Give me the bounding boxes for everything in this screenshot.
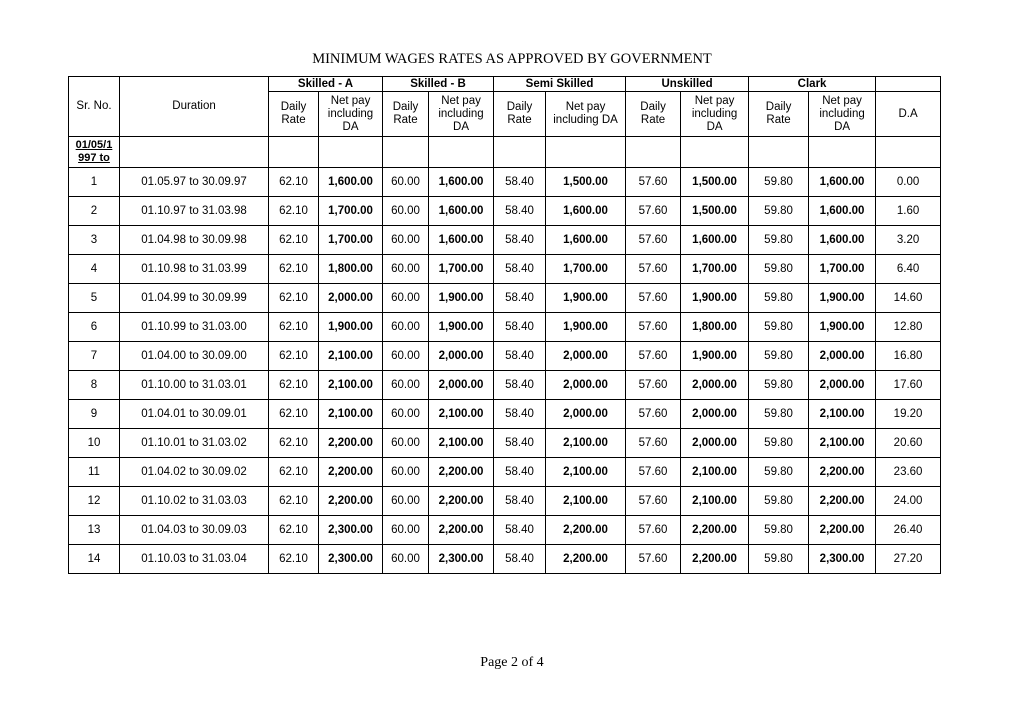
table-row [69,516,941,545]
semi-skilled-daily-rate: 58.40 [494,313,546,342]
clark-daily-rate: 59.80 [749,429,809,458]
duration-cell: 01.10.03 to 31.03.04 [120,545,269,574]
skilled-b-net-pay: 2,300.00 [429,545,494,574]
duration-cell: 01.04.02 to 30.09.02 [120,458,269,487]
skilled-a-daily-rate: 62.10 [269,429,319,458]
skilled-b-net-pay: 2,200.00 [429,487,494,516]
duration-cell: 01.04.98 to 30.09.98 [120,226,269,255]
semi-skilled-net-pay: 1,900.00 [546,313,626,342]
unskilled-net-pay: 2,200.00 [681,545,749,574]
skilled-a-daily-rate: 62.10 [269,313,319,342]
clark-daily-rate: 59.80 [749,284,809,313]
semi-skilled-net-pay: 1,500.00 [546,168,626,197]
sr-no-cell: 6 [69,313,120,342]
unskilled-daily-rate: 57.60 [626,226,681,255]
daily-rate-header: Daily Rate [749,92,809,137]
semi-skilled-daily-rate: 58.40 [494,400,546,429]
sr-no-cell: 4 [69,255,120,284]
skilled-b-net-pay: 1,900.00 [429,284,494,313]
clark-daily-rate: 59.80 [749,313,809,342]
skilled-a-net-pay: 2,100.00 [319,400,383,429]
semi-skilled-net-pay: 2,000.00 [546,371,626,400]
skilled-b-daily-rate: 60.00 [383,226,429,255]
clark-net-pay: 2,200.00 [809,458,876,487]
net-pay-header: Net pay including DA [319,92,383,137]
table-row [69,168,941,197]
da-cell: 19.20 [876,400,941,429]
unskilled-net-pay: 1,600.00 [681,226,749,255]
skilled-b-daily-rate: 60.00 [383,342,429,371]
skilled-a-daily-rate: 62.10 [269,226,319,255]
clark-daily-rate: 59.80 [749,458,809,487]
da-cell: 23.60 [876,458,941,487]
net-pay-header: Net pay including DA [546,92,626,137]
clark-net-pay: 2,100.00 [809,400,876,429]
sr-no-header: Sr. No. [69,77,120,137]
skilled-a-net-pay: 2,200.00 [319,487,383,516]
skilled-b-net-pay: 2,100.00 [429,400,494,429]
semi-skilled-net-pay: 1,600.00 [546,197,626,226]
unskilled-daily-rate: 57.60 [626,516,681,545]
skilled-b-net-pay: 1,900.00 [429,313,494,342]
semi-skilled-net-pay: 2,000.00 [546,400,626,429]
table-row [69,255,941,284]
semi-skilled-net-pay: 1,900.00 [546,284,626,313]
da-cell: 3.20 [876,226,941,255]
group-header-semi-skilled: Semi Skilled [494,77,626,92]
clark-net-pay: 2,000.00 [809,342,876,371]
daily-rate-header: Daily Rate [626,92,681,137]
table-row [69,226,941,255]
skilled-a-daily-rate: 62.10 [269,197,319,226]
semi-skilled-daily-rate: 58.40 [494,255,546,284]
group-header-unskilled: Unskilled [626,77,749,92]
net-pay-header: Net pay including DA [681,92,749,137]
duration-cell: 01.04.00 to 30.09.00 [120,342,269,371]
duration-cell: 01.04.01 to 30.09.01 [120,400,269,429]
skilled-a-daily-rate: 62.10 [269,458,319,487]
clark-net-pay: 2,200.00 [809,487,876,516]
clark-net-pay: 2,100.00 [809,429,876,458]
skilled-b-net-pay: 2,100.00 [429,429,494,458]
semi-skilled-daily-rate: 58.40 [494,168,546,197]
clark-daily-rate: 59.80 [749,197,809,226]
skilled-b-daily-rate: 60.00 [383,458,429,487]
skilled-b-net-pay: 1,600.00 [429,197,494,226]
table-row [69,197,941,226]
duration-cell: 01.10.98 to 31.03.99 [120,255,269,284]
skilled-b-daily-rate: 60.00 [383,371,429,400]
clark-net-pay: 2,300.00 [809,545,876,574]
unskilled-daily-rate: 57.60 [626,429,681,458]
semi-skilled-daily-rate: 58.40 [494,516,546,545]
table-row [69,371,941,400]
skilled-a-net-pay: 2,300.00 [319,545,383,574]
unskilled-net-pay: 2,000.00 [681,400,749,429]
page-number: Page 2 of 4 [480,655,544,670]
wages-table [68,76,941,574]
da-cell: 24.00 [876,487,941,516]
unskilled-net-pay: 1,800.00 [681,313,749,342]
skilled-b-daily-rate: 60.00 [383,429,429,458]
skilled-a-daily-rate: 62.10 [269,545,319,574]
skilled-b-net-pay: 2,000.00 [429,371,494,400]
semi-skilled-daily-rate: 58.40 [494,458,546,487]
skilled-a-daily-rate: 62.10 [269,255,319,284]
unskilled-net-pay: 1,500.00 [681,168,749,197]
duration-cell: 01.10.01 to 31.03.02 [120,429,269,458]
semi-skilled-net-pay: 2,200.00 [546,516,626,545]
semi-skilled-daily-rate: 58.40 [494,487,546,516]
semi-skilled-daily-rate: 58.40 [494,197,546,226]
da-cell: 26.40 [876,516,941,545]
sr-no-cell: 8 [69,371,120,400]
semi-skilled-net-pay: 1,700.00 [546,255,626,284]
da-cell: 0.00 [876,168,941,197]
sr-no-cell: 5 [69,284,120,313]
duration-cell: 01.10.02 to 31.03.03 [120,487,269,516]
clark-daily-rate: 59.80 [749,400,809,429]
da-cell: 17.60 [876,371,941,400]
skilled-a-daily-rate: 62.10 [269,168,319,197]
skilled-b-net-pay: 2,000.00 [429,342,494,371]
skilled-b-net-pay: 1,600.00 [429,226,494,255]
skilled-b-daily-rate: 60.00 [383,197,429,226]
unskilled-daily-rate: 57.60 [626,487,681,516]
sr-no-cell: 1 [69,168,120,197]
skilled-a-net-pay: 2,300.00 [319,516,383,545]
net-pay-header: Net pay including DA [429,92,494,137]
clark-net-pay: 1,600.00 [809,168,876,197]
unskilled-daily-rate: 57.60 [626,400,681,429]
skilled-a-net-pay: 1,700.00 [319,226,383,255]
daily-rate-header: Daily Rate [269,92,319,137]
da-cell: 27.20 [876,545,941,574]
semi-skilled-daily-rate: 58.40 [494,429,546,458]
da-cell: 14.60 [876,284,941,313]
unskilled-net-pay: 2,200.00 [681,516,749,545]
clark-daily-rate: 59.80 [749,255,809,284]
sr-no-cell: 2 [69,197,120,226]
skilled-a-daily-rate: 62.10 [269,400,319,429]
skilled-b-net-pay: 1,600.00 [429,168,494,197]
unskilled-net-pay: 1,700.00 [681,255,749,284]
skilled-b-daily-rate: 60.00 [383,487,429,516]
table-row [69,400,941,429]
clark-daily-rate: 59.80 [749,342,809,371]
semi-skilled-daily-rate: 58.40 [494,342,546,371]
sr-no-cell: 3 [69,226,120,255]
unskilled-net-pay: 2,000.00 [681,429,749,458]
clark-net-pay: 1,900.00 [809,313,876,342]
sr-no-cell: 13 [69,516,120,545]
period-row [69,137,941,168]
semi-skilled-daily-rate: 58.40 [494,226,546,255]
duration-cell: 01.10.00 to 31.03.01 [120,371,269,400]
table-row [69,487,941,516]
skilled-b-daily-rate: 60.00 [383,313,429,342]
semi-skilled-net-pay: 2,000.00 [546,342,626,371]
skilled-a-net-pay: 2,100.00 [319,342,383,371]
semi-skilled-net-pay: 2,100.00 [546,487,626,516]
sr-no-cell: 11 [69,458,120,487]
skilled-b-daily-rate: 60.00 [383,545,429,574]
da-cell: 6.40 [876,255,941,284]
daily-rate-header: Daily Rate [494,92,546,137]
unskilled-daily-rate: 57.60 [626,284,681,313]
group-header-skilled-a: Skilled - A [269,77,383,92]
semi-skilled-net-pay: 1,600.00 [546,226,626,255]
unskilled-daily-rate: 57.60 [626,371,681,400]
skilled-a-net-pay: 2,200.00 [319,429,383,458]
duration-cell: 01.10.99 to 31.03.00 [120,313,269,342]
page-title: MINIMUM WAGES RATES AS APPROVED BY GOVERNMENT [312,51,712,67]
skilled-a-net-pay: 1,600.00 [319,168,383,197]
unskilled-daily-rate: 57.60 [626,197,681,226]
unskilled-net-pay: 1,900.00 [681,342,749,371]
skilled-b-net-pay: 2,200.00 [429,458,494,487]
clark-net-pay: 2,200.00 [809,516,876,545]
skilled-b-daily-rate: 60.00 [383,255,429,284]
table-row [69,458,941,487]
group-header-clark: Clark [749,77,876,92]
semi-skilled-net-pay: 2,200.00 [546,545,626,574]
semi-skilled-net-pay: 2,100.00 [546,429,626,458]
semi-skilled-daily-rate: 58.40 [494,545,546,574]
clark-daily-rate: 59.80 [749,226,809,255]
unskilled-net-pay: 1,900.00 [681,284,749,313]
period-label: 01/05/1 997 to [69,137,120,168]
sr-no-cell: 10 [69,429,120,458]
da-header: D.A [876,92,941,137]
skilled-b-net-pay: 2,200.00 [429,516,494,545]
daily-rate-header: Daily Rate [383,92,429,137]
skilled-a-net-pay: 2,000.00 [319,284,383,313]
unskilled-daily-rate: 57.60 [626,342,681,371]
table-row [69,313,941,342]
skilled-a-net-pay: 1,700.00 [319,197,383,226]
unskilled-net-pay: 1,500.00 [681,197,749,226]
clark-net-pay: 1,700.00 [809,255,876,284]
clark-daily-rate: 59.80 [749,545,809,574]
da-cell: 16.80 [876,342,941,371]
unskilled-net-pay: 2,100.00 [681,458,749,487]
skilled-b-daily-rate: 60.00 [383,284,429,313]
clark-net-pay: 1,900.00 [809,284,876,313]
table-row [69,545,941,574]
duration-header: Duration [120,77,269,137]
duration-cell: 01.04.03 to 30.09.03 [120,516,269,545]
duration-cell: 01.10.97 to 31.03.98 [120,197,269,226]
table-row [69,284,941,313]
skilled-a-daily-rate: 62.10 [269,371,319,400]
semi-skilled-net-pay: 2,100.00 [546,458,626,487]
unskilled-daily-rate: 57.60 [626,545,681,574]
sr-no-cell: 9 [69,400,120,429]
unskilled-daily-rate: 57.60 [626,168,681,197]
da-cell: 1.60 [876,197,941,226]
skilled-a-daily-rate: 62.10 [269,342,319,371]
da-cell: 12.80 [876,313,941,342]
net-pay-header: Net pay including DA [809,92,876,137]
da-cell: 20.60 [876,429,941,458]
skilled-b-net-pay: 1,700.00 [429,255,494,284]
unskilled-daily-rate: 57.60 [626,458,681,487]
clark-net-pay: 1,600.00 [809,226,876,255]
table-row [69,342,941,371]
group-header-row [69,77,941,92]
clark-net-pay: 1,600.00 [809,197,876,226]
duration-cell: 01.04.99 to 30.09.99 [120,284,269,313]
clark-daily-rate: 59.80 [749,487,809,516]
unskilled-net-pay: 2,000.00 [681,371,749,400]
skilled-b-daily-rate: 60.00 [383,400,429,429]
skilled-b-daily-rate: 60.00 [383,168,429,197]
clark-daily-rate: 59.80 [749,371,809,400]
clark-daily-rate: 59.80 [749,516,809,545]
table-row [69,429,941,458]
group-header-skilled-b: Skilled - B [383,77,494,92]
clark-net-pay: 2,000.00 [809,371,876,400]
skilled-a-daily-rate: 62.10 [269,487,319,516]
group-header-empty [876,77,941,92]
sr-no-cell: 14 [69,545,120,574]
skilled-a-daily-rate: 62.10 [269,284,319,313]
semi-skilled-daily-rate: 58.40 [494,284,546,313]
skilled-a-daily-rate: 62.10 [269,516,319,545]
sr-no-cell: 7 [69,342,120,371]
unskilled-daily-rate: 57.60 [626,313,681,342]
semi-skilled-daily-rate: 58.40 [494,371,546,400]
unskilled-daily-rate: 57.60 [626,255,681,284]
sr-no-cell: 12 [69,487,120,516]
skilled-a-net-pay: 1,800.00 [319,255,383,284]
table-body [69,168,941,574]
clark-daily-rate: 59.80 [749,168,809,197]
skilled-a-net-pay: 1,900.00 [319,313,383,342]
skilled-a-net-pay: 2,200.00 [319,458,383,487]
skilled-a-net-pay: 2,100.00 [319,371,383,400]
unskilled-net-pay: 2,100.00 [681,487,749,516]
skilled-b-daily-rate: 60.00 [383,516,429,545]
duration-cell: 01.05.97 to 30.09.97 [120,168,269,197]
